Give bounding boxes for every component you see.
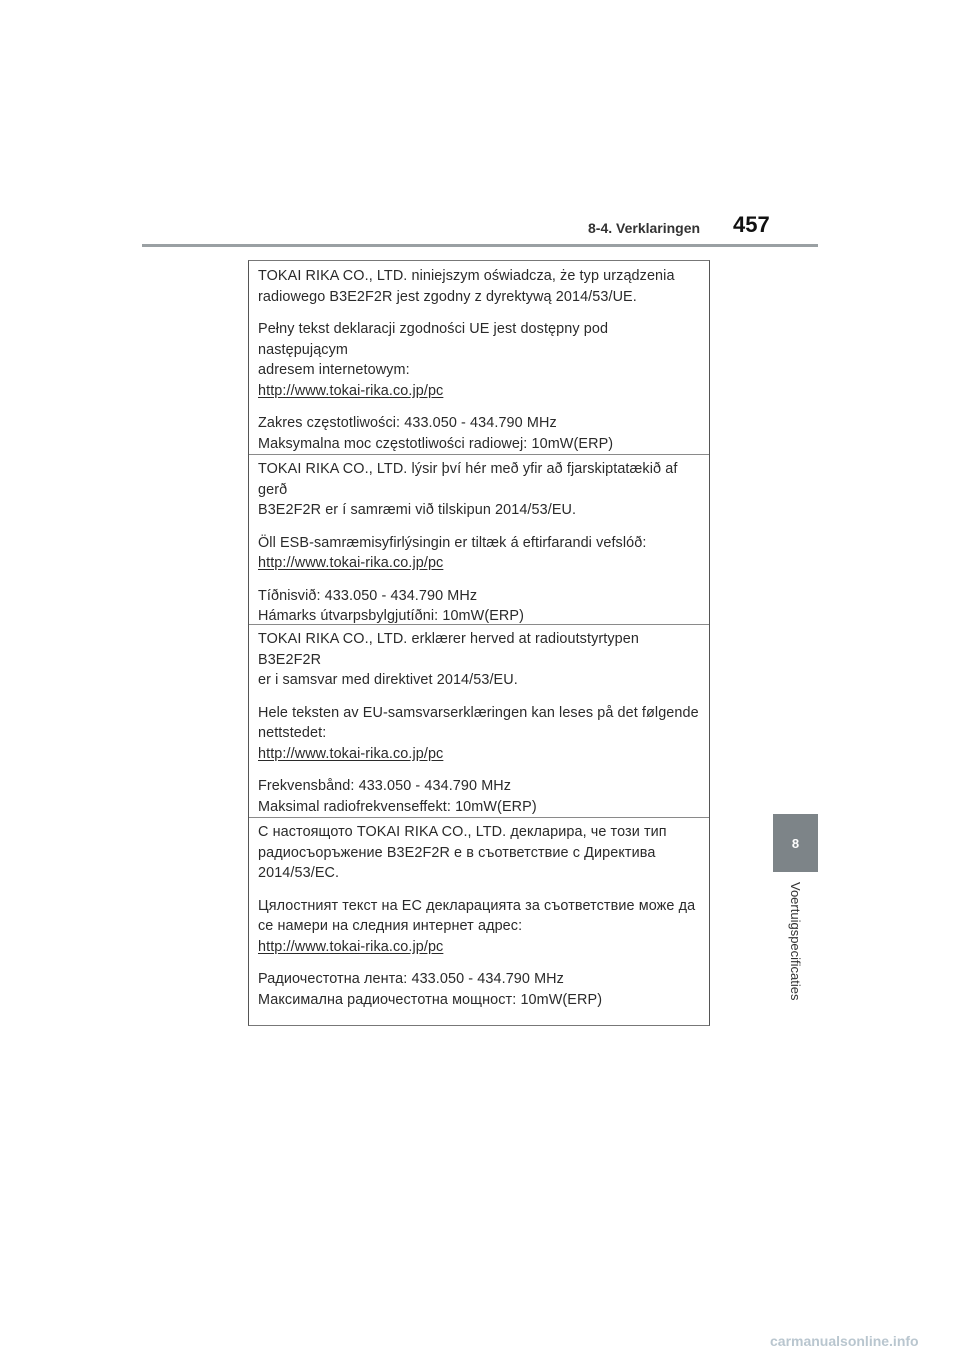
watermark: carmanualsonline.info: [770, 1333, 919, 1349]
declaration-link[interactable]: http://www.tokai-rika.co.jp/pc: [258, 555, 444, 571]
full-text-note: Öll ESB-samræmisyfirlýsingin er tiltæk á eftirfarandi vefslóð: http://www.tokai-rika.co.jp/pc: [258, 534, 647, 571]
declaration-statement: TOKAI RIKA CO., LTD. erklærer herved at radioutstyrtypen B3E2F2R er i samsvar med direktivet 2014/53/EU.: [258, 631, 639, 688]
declaration-link[interactable]: http://www.tokai-rika.co.jp/pc: [258, 745, 444, 762]
section-title: 8-4. Verklaringen: [588, 220, 701, 236]
full-text-note: Hele teksten av EU-samsvarserklæringen kan leses på det følgende nettstedet: http://www.tokai-rika.co.jp/pc: [258, 704, 699, 762]
declaration-block-icelandic: [249, 459, 709, 627]
section-divider: [249, 454, 709, 455]
full-text-note: Pełny tekst deklaracji zgodności UE jest dostępny pod następującym adresem internetowym: http://www.tokai-rika.co.jp/pc: [258, 321, 609, 399]
frequency-info: Frekvensbånd: 433.050 - 434.790 MHz Maksimal radiofrekvenseffekt: 10mW(ERP): [258, 778, 537, 815]
header-divider: [142, 244, 818, 247]
declaration-link[interactable]: http://www.tokai-rika.co.jp/pc: [258, 938, 444, 955]
declaration-block-bulgarian: [249, 822, 709, 1010]
section-divider: [249, 624, 709, 625]
chapter-tab[interactable]: 8: [773, 814, 818, 872]
declaration-block-norwegian: [249, 629, 709, 817]
declaration-box: [248, 260, 710, 1026]
section-divider: [249, 817, 709, 818]
declaration-block-polish: [249, 266, 709, 454]
frequency-info: Zakres częstotliwości: 433.050 - 434.790 MHz Maksymalna moc częstotliwości radiowej: 10mW(ERP): [258, 415, 614, 452]
declaration-statement: TOKAI RIKA CO., LTD. niniejszym oświadcza, że typ urządzenia radiowego B3E2F2R jest zgodny z dyrektywą 2014/53/UE.: [258, 268, 675, 305]
declaration-link[interactable]: http://www.tokai-rika.co.jp/pc: [258, 382, 444, 399]
declaration-statement: С настоящото TOKAI RIKA CO., LTD. декларира, че този тип радиосъоръжение B3E2F2R е в съответствие с Директива 2014/53/ЕС.: [258, 824, 667, 881]
frequency-info: Tíðnisvið: 433.050 - 434.790 MHz Hámarks útvarpsbylgjutíðni: 10mW(ERP): [258, 587, 525, 624]
chapter-label: Voertuigspecificaties: [788, 882, 803, 1001]
page-number: 457: [733, 212, 770, 237]
full-text-note: Цялостният текст на ЕС декларацията за съответствие може да се намери на следния интернет адрес: http://www.tokai-rika.co.jp/pc: [258, 897, 696, 955]
declaration-statement: TOKAI RIKA CO., LTD. lýsir því hér með yfir að fjarskiptatækið af gerð B3E2F2R er í samræmi við tilskipun 2014/53/EU.: [258, 461, 678, 518]
frequency-info: Радиочестотна лента: 433.050 - 434.790 MHz Максимална радиочестотна мощност: 10mW(ERP): [258, 971, 603, 1008]
